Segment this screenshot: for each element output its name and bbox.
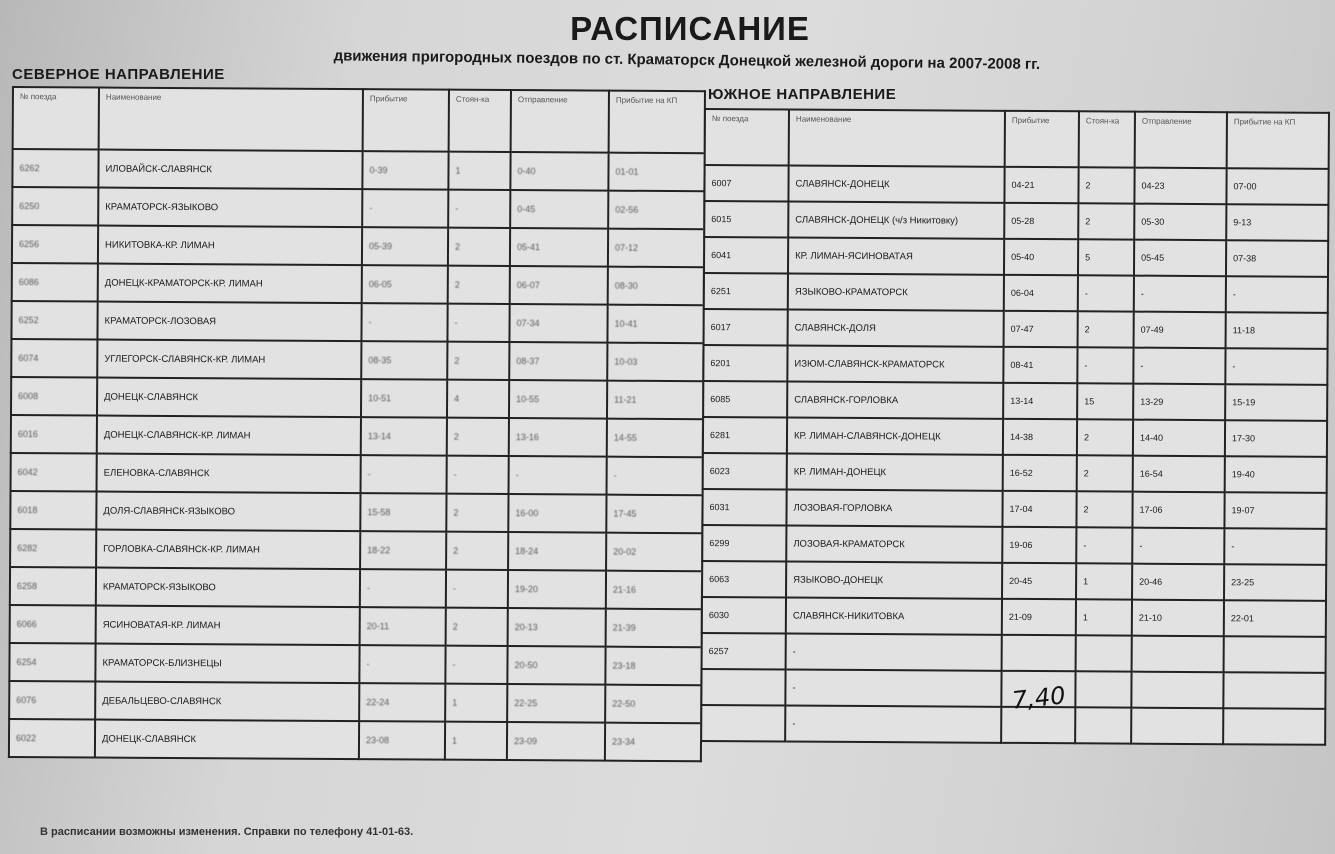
- route-name-cell: ЯСИНОВАТАЯ-КР. ЛИМАН: [96, 606, 360, 646]
- train-number-cell: 6256: [12, 225, 98, 264]
- route-name-cell: КР. ЛИМАН-ДОНЕЦК: [787, 454, 1003, 491]
- handwritten-note: 7,40: [1010, 681, 1067, 715]
- col-route-name: Наименование: [99, 88, 363, 152]
- departure-cell: 22-25: [507, 684, 605, 723]
- stop-cell: 1: [1076, 563, 1132, 599]
- arrival-cell: 13-14: [1003, 383, 1077, 419]
- departure-cell: 16-54: [1133, 456, 1225, 493]
- route-name-cell: ИЛОВАЙСК-СЛАВЯНСК: [98, 150, 362, 190]
- route-name-cell: ДОНЕЦК-СЛАВЯНСК: [97, 378, 361, 418]
- col-arrival-kp: Прибытие на КП: [609, 91, 705, 154]
- route-name-cell: СЛАВЯНСК-ДОЛЯ: [788, 310, 1004, 347]
- table-row: [704, 273, 1328, 313]
- train-number-cell: 6074: [11, 339, 97, 378]
- stop-cell: 2: [447, 342, 509, 380]
- arrival-cell: 14-38: [1003, 419, 1077, 455]
- col-departure: Отправление: [1135, 112, 1227, 169]
- departure-cell: 23-09: [507, 722, 605, 761]
- stop-cell: 15: [1077, 383, 1133, 419]
- route-name-cell: ДОНЕЦК-СЛАВЯНСК-КР. ЛИМАН: [97, 416, 361, 456]
- table-row: [11, 377, 703, 419]
- stop-cell: -: [1077, 347, 1133, 383]
- table-row: [702, 597, 1326, 637]
- stop-cell: 2: [446, 532, 508, 570]
- col-stop: Стоян-ка: [1079, 111, 1135, 167]
- departure-cell: -: [1133, 348, 1225, 385]
- route-name-cell: КРАМАТОРСК-ЛОЗОВАЯ: [97, 302, 361, 342]
- arrival-cell: 04-21: [1004, 167, 1078, 203]
- train-number-cell: 6262: [12, 149, 98, 188]
- train-number-cell: 6042: [11, 453, 97, 492]
- table-row: [702, 561, 1326, 601]
- arrival-cell: 17-04: [1002, 491, 1076, 527]
- departure-cell: -: [509, 456, 607, 495]
- stop-cell: 2: [1078, 311, 1134, 347]
- north-header-row: [13, 87, 705, 153]
- table-row: [702, 525, 1326, 565]
- departure-cell: 21-10: [1132, 600, 1224, 637]
- table-row: [10, 491, 702, 533]
- train-number-cell: 6016: [11, 415, 97, 454]
- departure-cell: 07-34: [509, 304, 607, 343]
- arrival-kp-cell: 19-07: [1224, 492, 1326, 529]
- stop-cell: [1076, 635, 1132, 671]
- footer-note: В расписании возможны изменения. Справки по телефону 41-01-63.: [40, 826, 414, 838]
- route-name-cell: ДОНЕЦК-КРАМАТОРСК-КР. ЛИМАН: [98, 264, 362, 304]
- col-train-number: № поезда: [13, 87, 99, 150]
- train-number-cell: 6041: [704, 237, 788, 274]
- arrival-kp-cell: 07-00: [1226, 168, 1328, 205]
- departure-cell: [1131, 708, 1223, 745]
- table-row: [11, 453, 703, 495]
- arrival-cell: 06-04: [1004, 275, 1078, 311]
- departure-cell: 06-07: [510, 266, 608, 305]
- table-row: [703, 381, 1327, 421]
- departure-cell: 05-41: [510, 228, 608, 267]
- arrival-kp-cell: 11-18: [1226, 312, 1328, 349]
- train-number-cell: 6282: [10, 529, 96, 568]
- departure-cell: 0-45: [510, 190, 608, 229]
- col-stop: Стоян-ка: [449, 90, 511, 152]
- arrival-kp-cell: 23-18: [605, 647, 701, 686]
- arrival-cell: 05-40: [1004, 239, 1078, 275]
- arrival-kp-cell: 14-55: [607, 419, 703, 458]
- train-number-cell: 6007: [704, 165, 788, 202]
- train-number-cell: 6085: [703, 381, 787, 418]
- route-name-cell: ЛОЗОВАЯ-КРАМАТОРСК: [786, 526, 1002, 563]
- route-name-cell: КРАМАТОРСК-ЯЗЫКОВО: [96, 568, 360, 608]
- arrival-cell: 05-39: [362, 227, 448, 266]
- table-row: [9, 681, 701, 723]
- departure-cell: 0-40: [510, 152, 608, 191]
- table-row: [702, 489, 1326, 529]
- route-name-cell: ЯЗЫКОВО-КРАМАТОРСК: [788, 274, 1004, 311]
- departure-cell: -: [1134, 276, 1226, 313]
- arrival-cell: [1001, 707, 1075, 743]
- stop-cell: 5: [1078, 239, 1134, 275]
- route-name-cell: ЛОЗОВАЯ-ГОРЛОВКА: [786, 490, 1002, 527]
- route-name-cell: ДОНЕЦК-СЛАВЯНСК: [95, 720, 359, 760]
- arrival-cell: 10-51: [361, 379, 447, 418]
- route-name-cell: КР. ЛИМАН-ЯСИНОВАТАЯ: [788, 238, 1004, 275]
- arrival-cell: 18-22: [360, 531, 446, 570]
- stop-cell: 1: [445, 684, 507, 722]
- departure-cell: 13-29: [1133, 384, 1225, 421]
- stop-cell: 2: [448, 228, 510, 266]
- stop-cell: 2: [1077, 455, 1133, 491]
- route-name-cell: СЛАВЯНСК-ДОНЕЦК: [788, 166, 1004, 203]
- table-row: [704, 237, 1328, 277]
- arrival-kp-cell: 19-40: [1225, 456, 1327, 493]
- table-row: [12, 149, 704, 191]
- train-number-cell: 6023: [703, 453, 787, 490]
- arrival-cell: [1002, 635, 1076, 671]
- departure-cell: 10-55: [509, 380, 607, 419]
- departure-cell: 13-16: [509, 418, 607, 457]
- route-name-cell: СЛАВЯНСК-НИКИТОВКА: [786, 598, 1002, 635]
- departure-cell: [1132, 636, 1224, 673]
- table-row: [704, 165, 1328, 205]
- train-number-cell: 6257: [702, 633, 786, 670]
- route-name-cell: ГОРЛОВКА-СЛАВЯНСК-КР. ЛИМАН: [96, 530, 360, 570]
- page-subtitle: движения пригородных поездов по ст. Краматорск Донецкой железной дороги на 2007-2008 гг.: [333, 47, 1041, 73]
- table-row: [10, 567, 702, 609]
- stop-cell: 2: [1077, 419, 1133, 455]
- table-row: [10, 605, 702, 647]
- col-arrival-kp: Прибытие на КП: [1227, 112, 1329, 169]
- route-name-cell: СЛАВЯНСК-ДОНЕЦК (ч/з Никитовку): [788, 202, 1004, 239]
- train-number-cell: 6299: [702, 525, 786, 562]
- arrival-cell: 20-45: [1002, 563, 1076, 599]
- departure-cell: 20-13: [508, 608, 606, 647]
- arrival-cell: 23-08: [359, 721, 445, 760]
- train-number-cell: 6281: [703, 417, 787, 454]
- arrival-kp-cell: 17-30: [1225, 420, 1327, 457]
- arrival-kp-cell: 9-13: [1226, 204, 1328, 241]
- stop-cell: 1: [1076, 599, 1132, 635]
- arrival-kp-cell: 02-56: [608, 191, 704, 230]
- departure-cell: 07-49: [1134, 312, 1226, 349]
- train-number-cell: 6252: [11, 301, 97, 340]
- train-number-cell: 6018: [10, 491, 96, 530]
- arrival-cell: -: [361, 303, 447, 342]
- arrival-kp-cell: [1224, 636, 1326, 673]
- train-number-cell: 6254: [9, 643, 95, 682]
- stop-cell: -: [448, 190, 510, 228]
- route-name-cell: ИЗЮМ-СЛАВЯНСК-КРАМАТОРСК: [787, 346, 1003, 383]
- arrival-cell: -: [359, 645, 445, 684]
- route-name-cell: КРАМАТОРСК-ЯЗЫКОВО: [98, 188, 362, 228]
- arrival-kp-cell: -: [1225, 348, 1327, 385]
- table-row: [11, 301, 703, 343]
- train-number-cell: [701, 669, 785, 706]
- departure-cell: 16-00: [508, 494, 606, 533]
- south-header-row: [705, 109, 1329, 169]
- stop-cell: 2: [446, 608, 508, 646]
- table-row: [12, 187, 704, 229]
- table-row: [9, 719, 701, 761]
- train-number-cell: 6086: [12, 263, 98, 302]
- arrival-kp-cell: 20-02: [606, 533, 702, 572]
- route-name-cell: УГЛЕГОРСК-СЛАВЯНСК-КР. ЛИМАН: [97, 340, 361, 380]
- stop-cell: 4: [447, 380, 509, 418]
- table-row: [9, 643, 701, 685]
- arrival-cell: 07-47: [1004, 311, 1078, 347]
- route-name-cell: КР. ЛИМАН-СЛАВЯНСК-ДОНЕЦК: [787, 418, 1003, 455]
- north-direction-label: СЕВЕРНОЕ НАПРАВЛЕНИЕ: [12, 66, 225, 83]
- table-row: [704, 309, 1328, 349]
- page-title: РАСПИСАНИЕ: [570, 10, 810, 47]
- arrival-cell: 19-06: [1002, 527, 1076, 563]
- arrival-kp-cell: 08-30: [608, 267, 704, 306]
- train-number-cell: 6201: [703, 345, 787, 382]
- col-departure: Отправление: [511, 90, 609, 153]
- stop-cell: -: [1078, 275, 1134, 311]
- train-number-cell: 6066: [10, 605, 96, 644]
- arrival-kp-cell: 22-01: [1224, 600, 1326, 637]
- table-row: [704, 201, 1328, 241]
- departure-cell: 04-23: [1134, 168, 1226, 205]
- arrival-kp-cell: [1223, 672, 1325, 709]
- stop-cell: -: [446, 570, 508, 608]
- departure-cell: 08-37: [509, 342, 607, 381]
- col-train-number: № поезда: [705, 109, 789, 166]
- table-row: [703, 417, 1327, 457]
- train-number-cell: 6022: [9, 719, 95, 758]
- train-number-cell: 6015: [704, 201, 788, 238]
- arrival-cell: 06-05: [362, 265, 448, 304]
- train-number-cell: 6031: [702, 489, 786, 526]
- arrival-kp-cell: 11-21: [607, 381, 703, 420]
- arrival-cell: 0-39: [362, 151, 448, 190]
- stop-cell: [1075, 707, 1131, 743]
- table-row: [11, 339, 703, 381]
- route-name-cell: -: [785, 670, 1001, 707]
- table-row: [703, 453, 1327, 493]
- south-direction-label: ЮЖНОЕ НАПРАВЛЕНИЕ: [708, 86, 897, 103]
- stop-cell: 2: [448, 266, 510, 304]
- stop-cell: -: [447, 456, 509, 494]
- arrival-cell: 05-28: [1004, 203, 1078, 239]
- arrival-kp-cell: 10-03: [607, 343, 703, 382]
- departure-cell: 05-45: [1134, 240, 1226, 277]
- north-schedule-table: [8, 86, 706, 762]
- stop-cell: 1: [445, 722, 507, 760]
- table-row: [703, 345, 1327, 385]
- departure-cell: 19-20: [508, 570, 606, 609]
- departure-cell: 20-46: [1132, 564, 1224, 601]
- arrival-cell: 13-14: [361, 417, 447, 456]
- stop-cell: 1: [448, 152, 510, 190]
- arrival-cell: 08-41: [1003, 347, 1077, 383]
- stop-cell: -: [1076, 527, 1132, 563]
- stop-cell: [1075, 671, 1131, 707]
- south-schedule-table: [700, 108, 1330, 746]
- departure-cell: -: [1132, 528, 1224, 565]
- arrival-kp-cell: 22-50: [605, 685, 701, 724]
- table-row: [11, 415, 703, 457]
- arrival-cell: -: [361, 455, 447, 494]
- route-name-cell: НИКИТОВКА-КР. ЛИМАН: [98, 226, 362, 266]
- route-name-cell: ЯЗЫКОВО-ДОНЕЦК: [786, 562, 1002, 599]
- arrival-kp-cell: -: [607, 457, 703, 496]
- stop-cell: -: [447, 304, 509, 342]
- arrival-cell: -: [362, 189, 448, 228]
- arrival-kp-cell: -: [1226, 276, 1328, 313]
- train-number-cell: 6250: [12, 187, 98, 226]
- arrival-kp-cell: 23-34: [605, 723, 701, 762]
- arrival-cell: 20-11: [360, 607, 446, 646]
- route-name-cell: ДОЛЯ-СЛАВЯНСК-ЯЗЫКОВО: [96, 492, 360, 532]
- col-arrival: Прибытие: [363, 89, 449, 152]
- stop-cell: 2: [1078, 203, 1134, 239]
- train-number-cell: [701, 705, 785, 742]
- train-number-cell: 6076: [9, 681, 95, 720]
- departure-cell: [1131, 672, 1223, 709]
- departure-cell: 20-50: [507, 646, 605, 685]
- arrival-cell: -: [360, 569, 446, 608]
- train-number-cell: 6017: [704, 309, 788, 346]
- train-number-cell: 6030: [702, 597, 786, 634]
- departure-cell: 05-30: [1134, 204, 1226, 241]
- train-number-cell: 6258: [10, 567, 96, 606]
- table-row: [12, 263, 704, 305]
- train-number-cell: 6063: [702, 561, 786, 598]
- arrival-cell: 22-24: [359, 683, 445, 722]
- stop-cell: 2: [1078, 167, 1134, 203]
- departure-cell: 17-06: [1132, 492, 1224, 529]
- table-row: [10, 529, 702, 571]
- route-name-cell: ЕЛЕНОВКА-СЛАВЯНСК: [97, 454, 361, 494]
- route-name-cell: ДЕБАЛЬЦЕВО-СЛАВЯНСК: [95, 682, 359, 722]
- arrival-kp-cell: 07-12: [608, 229, 704, 268]
- departure-cell: 14-40: [1133, 420, 1225, 457]
- route-name-cell: -: [785, 706, 1001, 743]
- route-name-cell: СЛАВЯНСК-ГОРЛОВКА: [787, 382, 1003, 419]
- arrival-cell: 08-35: [361, 341, 447, 380]
- arrival-kp-cell: [1223, 708, 1325, 745]
- stop-cell: 2: [447, 418, 509, 456]
- train-number-cell: 6251: [704, 273, 788, 310]
- arrival-kp-cell: 01-01: [608, 153, 704, 192]
- col-arrival: Прибытие: [1005, 111, 1079, 167]
- arrival-kp-cell: 23-25: [1224, 564, 1326, 601]
- col-route-name: Наименование: [789, 110, 1005, 167]
- arrival-kp-cell: 15-19: [1225, 384, 1327, 421]
- arrival-kp-cell: 21-16: [606, 571, 702, 610]
- departure-cell: 18-24: [508, 532, 606, 571]
- arrival-kp-cell: 10-41: [607, 305, 703, 344]
- arrival-cell: 15-58: [360, 493, 446, 532]
- arrival-cell: 16-52: [1003, 455, 1077, 491]
- arrival-kp-cell: 17-45: [606, 495, 702, 534]
- route-name-cell: -: [786, 634, 1002, 671]
- arrival-kp-cell: -: [1224, 528, 1326, 565]
- table-row: [702, 633, 1326, 673]
- stop-cell: 2: [1076, 491, 1132, 527]
- route-name-cell: КРАМАТОРСК-БЛИЗНЕЦЫ: [95, 644, 359, 684]
- stop-cell: -: [445, 646, 507, 684]
- table-row: [12, 225, 704, 267]
- arrival-kp-cell: 07-38: [1226, 240, 1328, 277]
- arrival-cell: 21-09: [1002, 599, 1076, 635]
- arrival-kp-cell: 21-39: [606, 609, 702, 648]
- train-number-cell: 6008: [11, 377, 97, 416]
- stop-cell: 2: [446, 494, 508, 532]
